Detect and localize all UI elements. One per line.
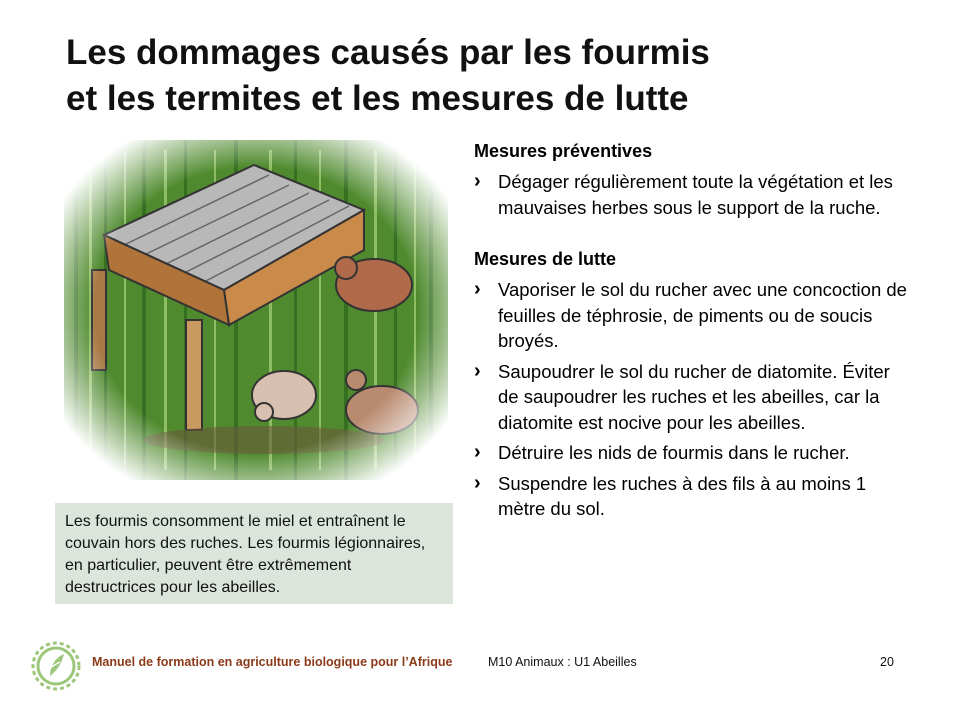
title-line-2: et les termites et les mesures de lutte — [66, 79, 689, 118]
control-heading: Mesures de lutte — [474, 249, 617, 269]
list-item-text: Dégager régulièrement toute la végétation et les mauvaises herbes sous le support de la ruche. — [498, 171, 893, 218]
caption-text: Les fourmis consomment le miel et entraînent le couvain hors des ruches. Les fourmis légionnaires, en particulier, peuvent être extrêmement destructrices pour les abeilles. — [65, 513, 426, 596]
hive-chickens-illustration — [64, 140, 448, 480]
footer-manual-title: Manuel de formation en agriculture biologique pour l’Afrique — [92, 655, 453, 669]
list-item-text: Vaporiser le sol du rucher avec une concoction de feuilles de téphrosie, de piments ou de soucis broyés. — [498, 279, 907, 351]
control-list — [474, 277, 914, 522]
slide-title — [66, 30, 926, 122]
chevron-right-icon: › — [474, 359, 481, 382]
preventive-heading: Mesures préventives — [474, 141, 653, 161]
slide-footer — [0, 640, 960, 690]
list-item — [474, 471, 914, 522]
list-item — [474, 277, 914, 354]
footer-module-label: M10 Animaux : U1 Abeilles — [488, 655, 637, 669]
list-item-text: Saupoudrer le sol du rucher de diatomite. Éviter de saupoudrer les ruches et les abeilles, car la diatomite est nocive pour les abeilles. — [498, 360, 890, 433]
organic-agriculture-logo-icon — [30, 640, 82, 692]
list-item — [474, 169, 914, 220]
chevron-right-icon: › — [474, 278, 481, 300]
list-item-text: Détruire les nids de fourmis dans le rucher. — [498, 442, 850, 463]
title-line-1: Les dommages causés par les fourmis — [66, 33, 710, 72]
page-number: 20 — [880, 655, 894, 669]
chevron-right-icon: › — [474, 471, 481, 494]
list-item — [474, 440, 914, 466]
caption-box — [55, 503, 453, 604]
preventive-list — [474, 169, 914, 220]
list-item — [474, 359, 914, 436]
list-item-text: Suspendre les ruches à des fils à au moins 1 mètre du sol. — [498, 472, 867, 519]
measures-panel — [474, 138, 914, 522]
chevron-right-icon: › — [474, 441, 481, 463]
chevron-right-icon: › — [474, 170, 481, 192]
